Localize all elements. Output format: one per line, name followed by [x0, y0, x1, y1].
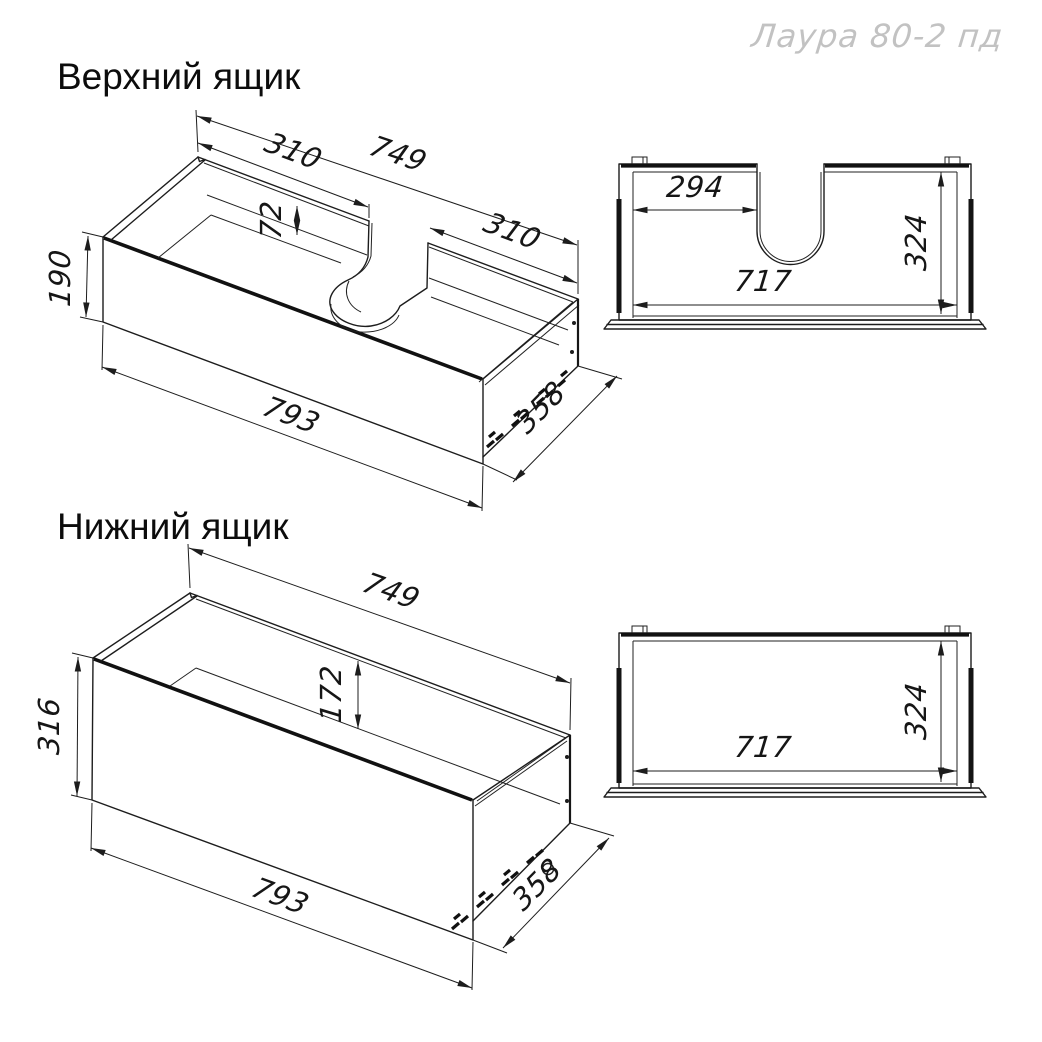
lower-left-side-panel: [93, 593, 197, 661]
dim-lower-side-depth: 358: [505, 850, 568, 918]
upper-back-panel: [158, 157, 578, 382]
lower-front-panel-top-edge: [94, 659, 472, 800]
dim-upper-side-depth: 358: [509, 373, 572, 441]
lower-drawer-heading: Нижний ящик: [57, 506, 289, 547]
lower-right-side-panel: [452, 735, 570, 929]
lower-rear-left-tab: [632, 626, 647, 633]
dim-lower-rear-width: 717: [732, 730, 794, 764]
lower-drawer-isometric-view: [32, 544, 614, 990]
lower-iso-dimensions: [32, 544, 614, 990]
dim-upper-front-height: 190: [43, 247, 77, 309]
dim-lower-inner-height: 172: [314, 663, 348, 725]
upper-siphon-cutout-tray: [330, 221, 428, 332]
lower-rear-left-rail: [617, 668, 622, 783]
dim-lower-top-width: 749: [357, 566, 426, 616]
upper-left-side-panel: [103, 157, 205, 240]
upper-drawer-isometric-view: [43, 110, 622, 511]
dim-lower-rear-height: 324: [899, 680, 933, 742]
dim-upper-cutout-depth: 72: [254, 199, 288, 241]
dim-upper-right-opening: 310: [478, 205, 547, 257]
lower-rear-dimensions: [633, 641, 957, 782]
dim-lower-front-height: 316: [32, 695, 66, 757]
dim-upper-left-opening: 310: [259, 125, 328, 177]
upper-rear-left-rail: [617, 199, 622, 313]
dim-upper-rear-height: 324: [899, 211, 933, 273]
upper-drawer-heading: Верхний ящик: [57, 56, 301, 97]
upper-rear-base: [604, 320, 986, 329]
lower-drawer-rear-view: [604, 626, 986, 797]
lower-rear-base: [604, 788, 986, 797]
upper-rear-left-tab: [632, 157, 647, 164]
lower-rear-right-rail: [969, 668, 974, 783]
dim-lower-bottom-width: 793: [246, 870, 315, 922]
dim-upper-bottom-width: 793: [257, 389, 326, 441]
lower-rear-right-tab: [945, 626, 960, 633]
dim-upper-rear-cutout-offset: 294: [664, 170, 726, 204]
upper-drawer-rear-view: [604, 157, 986, 329]
upper-rear-cutout: [757, 164, 824, 265]
dim-upper-rear-width: 717: [732, 264, 794, 298]
upper-rear-dimensions: [633, 170, 957, 314]
upper-rear-right-rail: [969, 199, 974, 313]
dim-upper-top-width: 749: [364, 129, 433, 179]
upper-rear-right-tab: [945, 157, 960, 164]
lower-back-panel: [170, 593, 570, 804]
product-model-label: Лаура 80-2 пд: [749, 17, 1006, 55]
upper-front-panel-top-edge: [104, 238, 482, 379]
